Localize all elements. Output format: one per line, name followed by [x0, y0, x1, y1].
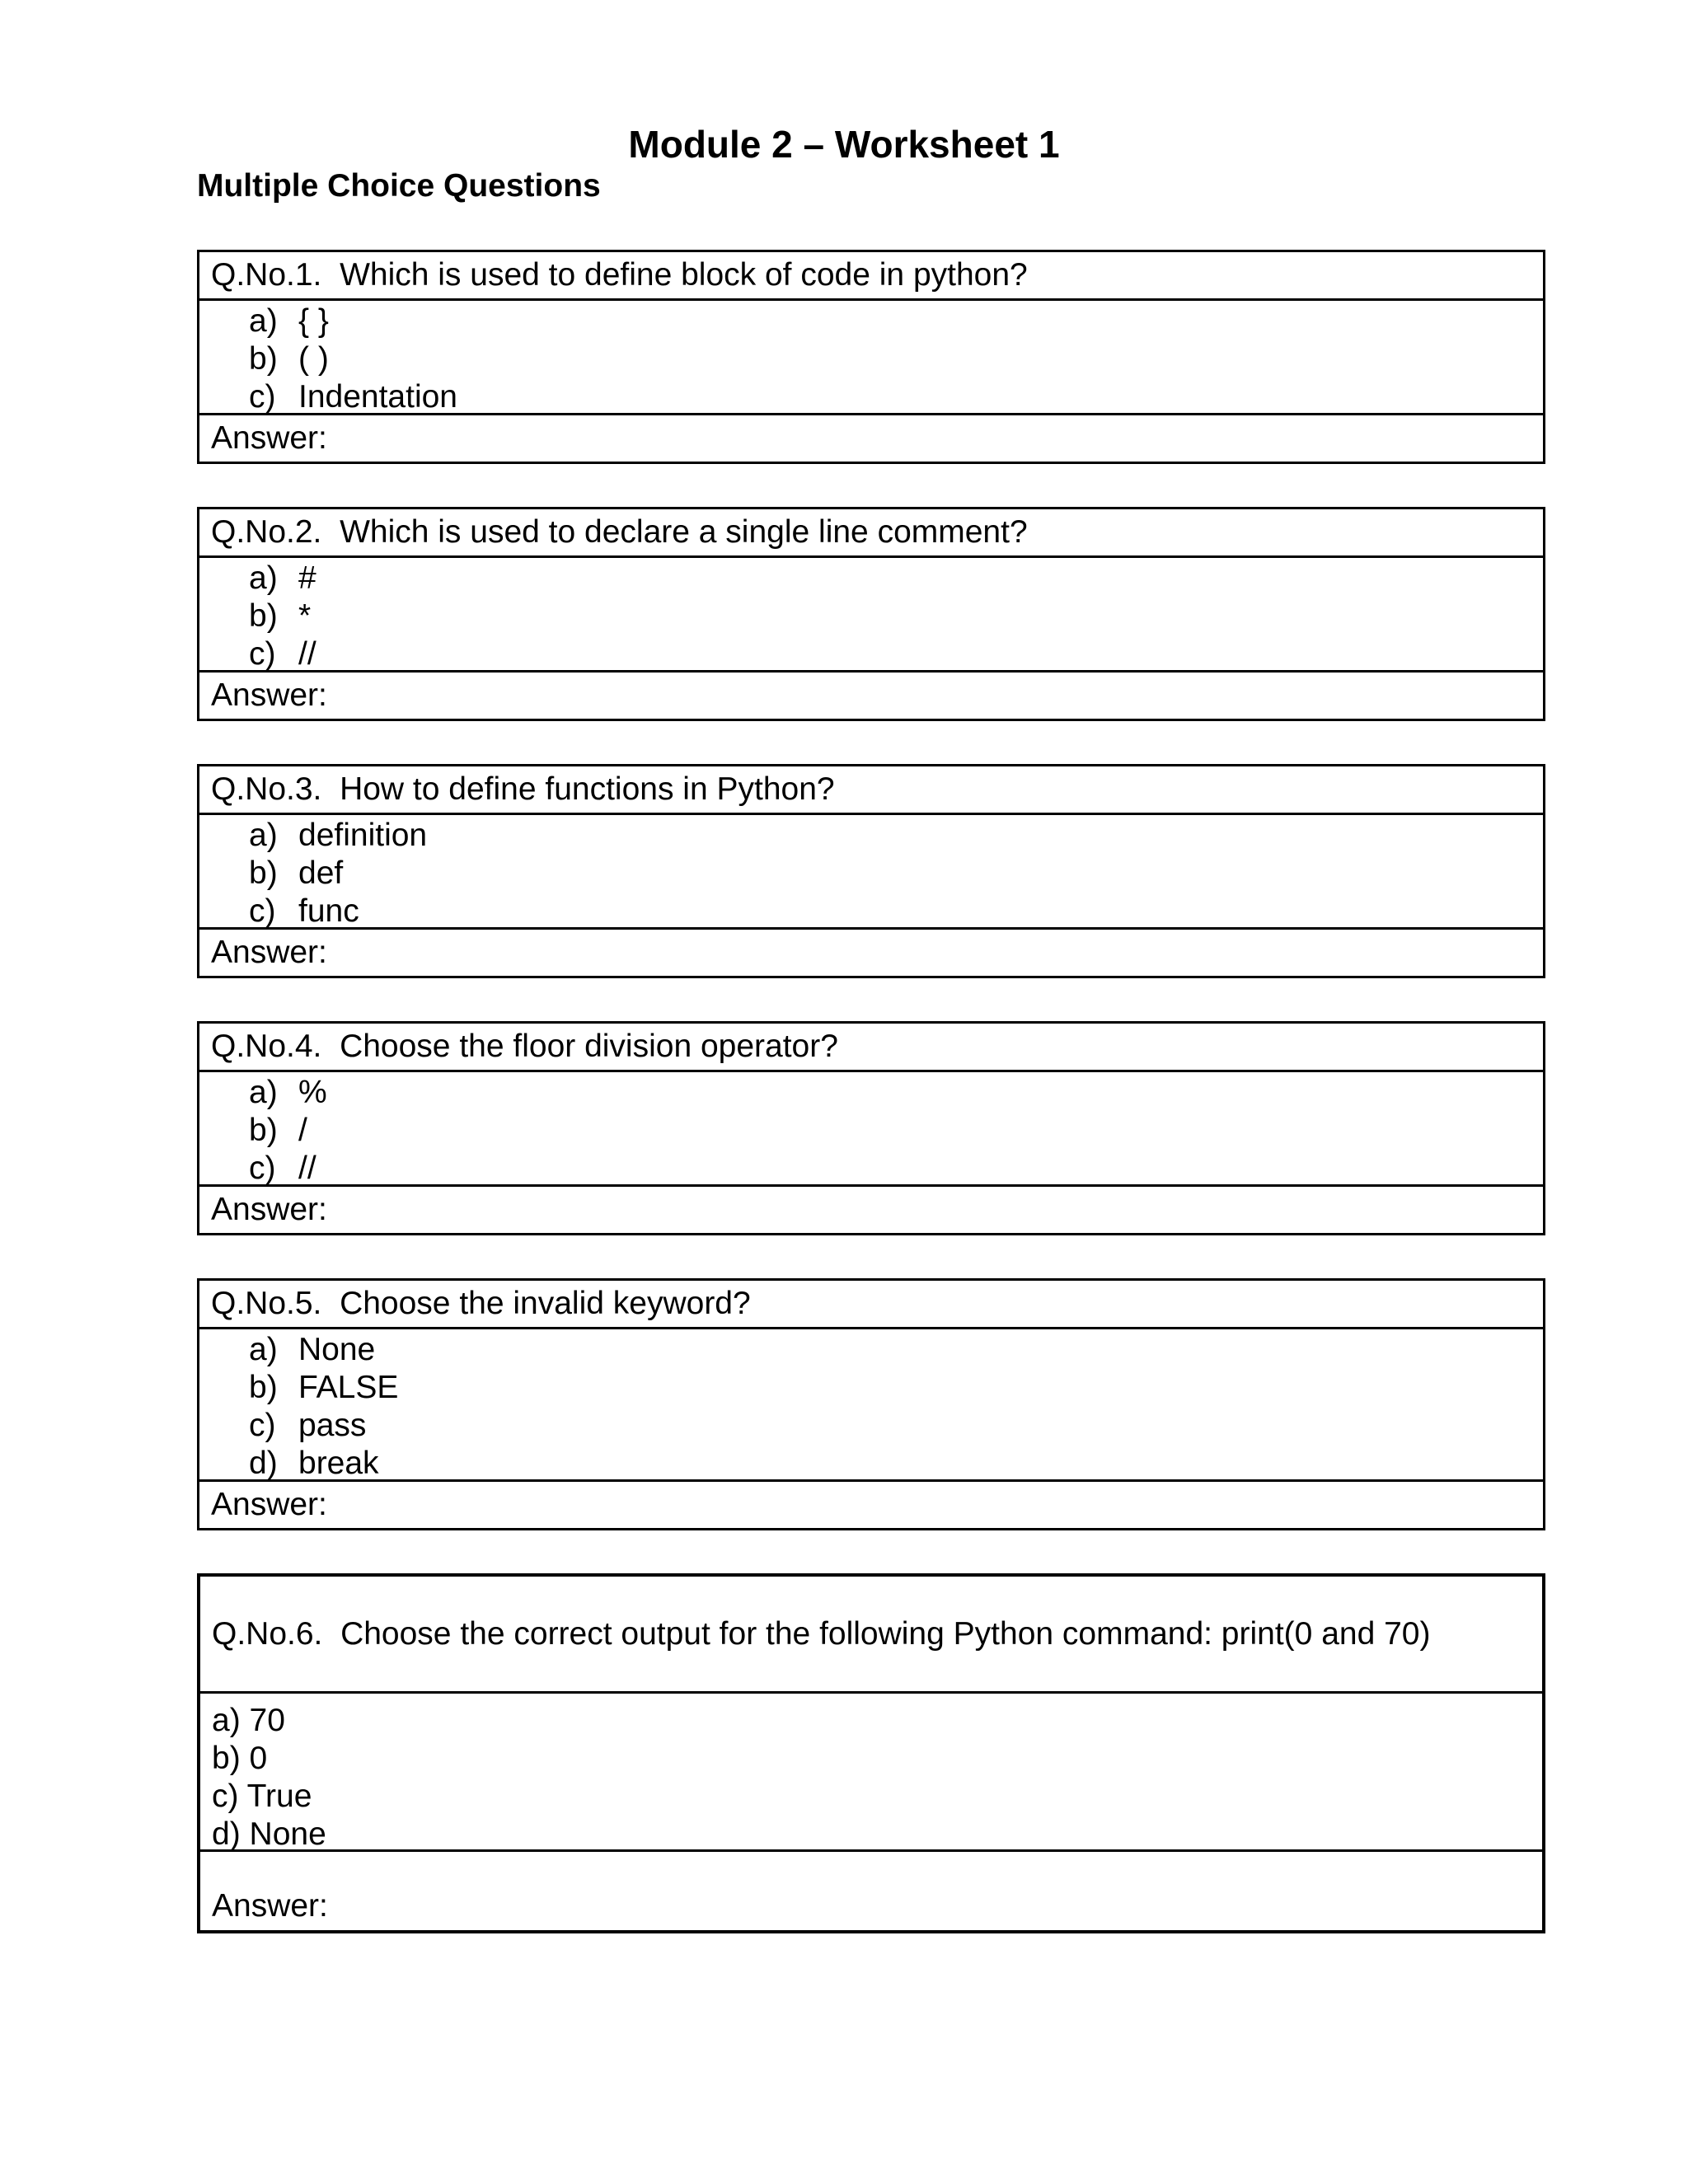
option-c: c) True — [212, 1779, 312, 1814]
answer-label: Answer: — [211, 677, 327, 713]
option-c: c) func — [249, 893, 359, 929]
option-a: a) None — [249, 1332, 376, 1367]
option-b: b) FALSE — [249, 1370, 399, 1405]
question-text: Which is used to define block of code in python? — [340, 257, 1028, 293]
question-header — [199, 766, 1543, 815]
option-c: c) // — [249, 1151, 316, 1186]
option-a: a) definition — [249, 818, 428, 853]
option-b: b) ( ) — [249, 341, 329, 377]
question-header — [199, 252, 1543, 301]
answer-label: Answer: — [212, 1888, 328, 1924]
answer-field[interactable] — [199, 1187, 1543, 1233]
question-box-3 — [197, 764, 1545, 978]
question-header — [199, 1024, 1543, 1072]
question-number: Q.No.3. — [211, 771, 322, 807]
question-box-2 — [197, 507, 1545, 721]
answer-field[interactable] — [200, 1852, 1542, 1930]
question-box-6 — [197, 1573, 1545, 1933]
section-subtitle: Multiple Choice Questions — [197, 168, 601, 204]
question-text: Choose the correct output for the following Python command: print(0 and 70) — [340, 1615, 1431, 1652]
question-header — [200, 1577, 1542, 1694]
options-list — [199, 1072, 1543, 1187]
option-c: c) // — [249, 636, 316, 672]
options-list — [199, 301, 1543, 415]
answer-label: Answer: — [211, 1192, 327, 1227]
answer-field[interactable] — [199, 415, 1543, 462]
question-box-4 — [197, 1021, 1545, 1235]
option-b: b) 0 — [212, 1741, 268, 1776]
option-a: a) 70 — [212, 1703, 285, 1738]
option-a: a) { } — [249, 303, 329, 339]
page-title: Module 2 – Worksheet 1 — [628, 123, 1060, 166]
options-list — [199, 558, 1543, 673]
question-text: Choose the floor division operator? — [340, 1029, 838, 1064]
question-header — [199, 1281, 1543, 1329]
answer-label: Answer: — [211, 935, 327, 970]
options-list — [199, 815, 1543, 930]
options-list — [200, 1694, 1542, 1852]
question-box-5 — [197, 1278, 1545, 1530]
option-c: c) pass — [249, 1408, 367, 1443]
option-d: d) break — [249, 1446, 379, 1481]
question-text: Choose the invalid keyword? — [340, 1286, 751, 1321]
question-number: Q.No.5. — [211, 1286, 322, 1321]
options-list — [199, 1329, 1543, 1482]
option-a: a) # — [249, 560, 316, 596]
question-text: Which is used to declare a single line comment? — [340, 514, 1028, 550]
answer-field[interactable] — [199, 673, 1543, 719]
question-number: Q.No.6. — [212, 1615, 323, 1652]
answer-label: Answer: — [211, 420, 327, 456]
option-b: b) * — [249, 598, 312, 634]
option-b: b) def — [249, 855, 344, 891]
question-header — [199, 509, 1543, 558]
question-number: Q.No.2. — [211, 514, 322, 550]
question-number: Q.No.1. — [211, 257, 322, 293]
option-c: c) Indentation — [249, 379, 458, 415]
answer-field[interactable] — [199, 1482, 1543, 1528]
question-text: How to define functions in Python? — [340, 771, 835, 807]
answer-label: Answer: — [211, 1487, 327, 1522]
answer-field[interactable] — [199, 930, 1543, 976]
option-a: a) % — [249, 1075, 327, 1110]
option-d: d) None — [212, 1816, 326, 1852]
question-number: Q.No.4. — [211, 1029, 322, 1064]
option-b: b) / — [249, 1113, 307, 1148]
question-box-1 — [197, 250, 1545, 464]
